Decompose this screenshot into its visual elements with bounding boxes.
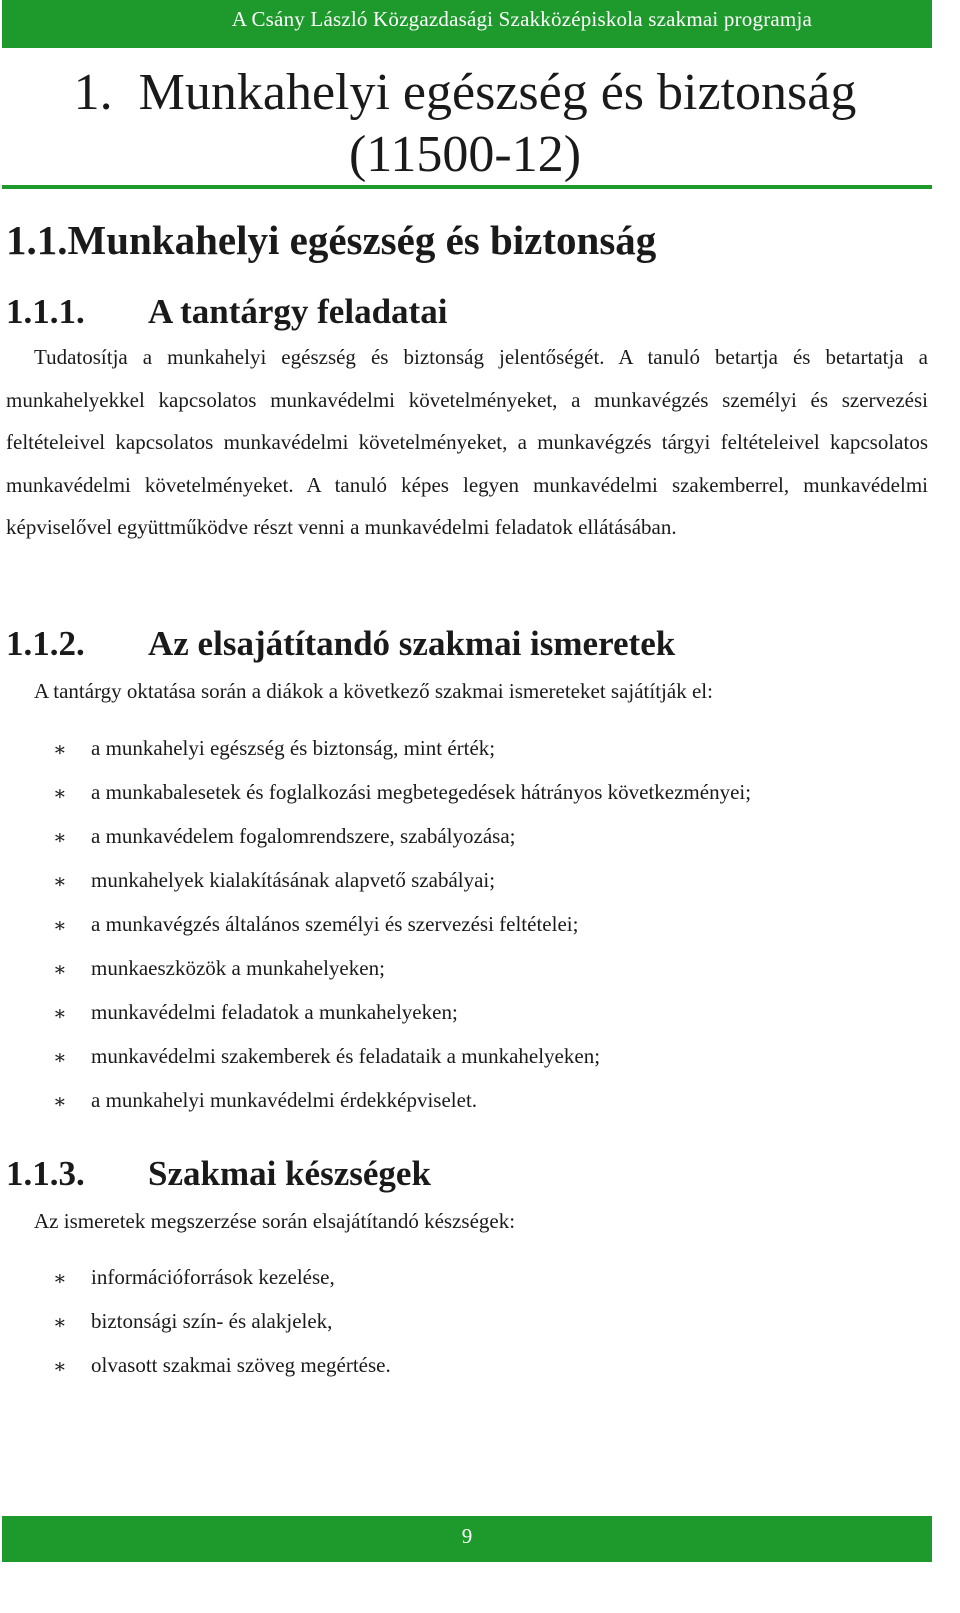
chapter-title-text: Munkahelyi egészség és biztonság [138, 64, 857, 121]
chapter-title [0, 62, 930, 186]
chapter-number: 1. [73, 64, 113, 121]
list-item [0, 1306, 391, 1350]
list-item-text: a munkabalesetek és foglalkozási megbetegedések hátrányos következményei; [91, 780, 752, 804]
list-item-text: információforrások kezelése, [91, 1265, 335, 1289]
knowledge-list [0, 733, 751, 1129]
subsection3-number: 1.1.3. [6, 1154, 85, 1193]
list-item-text: munkahelyek kialakításának alapvető szabályai; [91, 868, 496, 892]
bullet-star-icon: ∗ [53, 1091, 67, 1113]
bullet-star-icon: ∗ [53, 1356, 67, 1378]
bullet-star-icon: ∗ [53, 871, 67, 893]
bullet-star-icon: ∗ [53, 959, 67, 981]
bullet-star-icon: ∗ [53, 827, 67, 849]
bullet-star-icon: ∗ [53, 1268, 67, 1290]
subsection1-heading [6, 290, 447, 334]
subsection2-number: 1.1.2. [6, 624, 85, 663]
list-item-text: a munkavédelem fogalomrendszere, szabályozása; [91, 824, 516, 848]
subsection3-intro: Az ismeretek megszerzése során elsajátítandó készségek: [34, 1209, 516, 1233]
list-item [0, 1262, 391, 1306]
page-footer [2, 1516, 932, 1562]
list-item [0, 997, 751, 1041]
list-item [0, 733, 751, 777]
list-item-text: munkaeszközök a munkahelyeken; [91, 956, 385, 980]
list-item-text: olvasott szakmai szöveg megértése. [91, 1353, 391, 1377]
list-item-text: a munkavégzés általános személyi és szervezési feltételei; [91, 912, 579, 936]
bullet-star-icon: ∗ [53, 783, 67, 805]
list-item [0, 821, 751, 865]
page-number: 9 [461, 1524, 473, 1548]
subsection1-paragraph: Tudatosítja a munkahelyi egészség és biztonság jelentőségét. A tanuló betartja és betartatja a munkahelyekkel kapcsolatos munkavédelmi követelményeket, a munkavégzés személyi és szervezési feltételeivel kapcsolatos munkavédelmi követelményeket, a munkavégzés tárgyi feltételeivel kapcsolatos munkavédelmi követelményeket. A tanuló képes legyen munkavédelmi szakemberrel, munkavédelmi képviselővel együttműködve részt venni a munkavédelmi feladatok ellátásában. [6, 345, 928, 540]
subsection2-title: Az elsajátítandó szakmai ismeretek [148, 624, 676, 663]
list-item [0, 777, 751, 821]
header-text: A Csány László Közgazdasági Szakközépiskola szakmai programja [231, 7, 812, 31]
list-item [0, 909, 751, 953]
list-item [0, 953, 751, 997]
list-item [0, 1085, 751, 1129]
chapter-title-line1 [0, 62, 930, 124]
subsection3-heading [6, 1152, 431, 1196]
subsection1-number: 1.1.1. [6, 292, 85, 331]
section-number: 1.1. [6, 217, 68, 263]
list-item-text: munkavédelmi feladatok a munkahelyeken; [91, 1000, 458, 1024]
subsection2-heading [6, 622, 675, 666]
list-item-text: a munkahelyi munkavédelmi érdekképviselet. [91, 1088, 478, 1112]
bullet-star-icon: ∗ [53, 1003, 67, 1025]
bullet-star-icon: ∗ [53, 739, 67, 761]
section-title: Munkahelyi egészség és biztonság [67, 217, 657, 263]
list-item [0, 865, 751, 909]
skills-list [0, 1262, 391, 1394]
list-item [0, 1350, 391, 1394]
bullet-star-icon: ∗ [53, 915, 67, 937]
chapter-title-line2: (11500-12) [348, 126, 582, 183]
subsection2-intro: A tantárgy oktatása során a diákok a következő szakmai ismereteket sajátítják el: [34, 679, 713, 703]
list-item-text: munkavédelmi szakemberek és feladataik a munkahelyeken; [91, 1044, 601, 1068]
list-item-text: biztonsági szín- és alakjelek, [91, 1309, 333, 1333]
section-heading [6, 214, 656, 266]
list-item-text: a munkahelyi egészség és biztonság, mint érték; [91, 736, 496, 760]
bullet-star-icon: ∗ [53, 1312, 67, 1334]
list-item [0, 1041, 751, 1085]
page-header [2, 0, 932, 48]
subsection1-title: A tantárgy feladatai [148, 292, 448, 331]
bullet-star-icon: ∗ [53, 1047, 67, 1069]
subsection3-title: Szakmai készségek [148, 1154, 431, 1193]
chapter-divider [2, 185, 932, 189]
